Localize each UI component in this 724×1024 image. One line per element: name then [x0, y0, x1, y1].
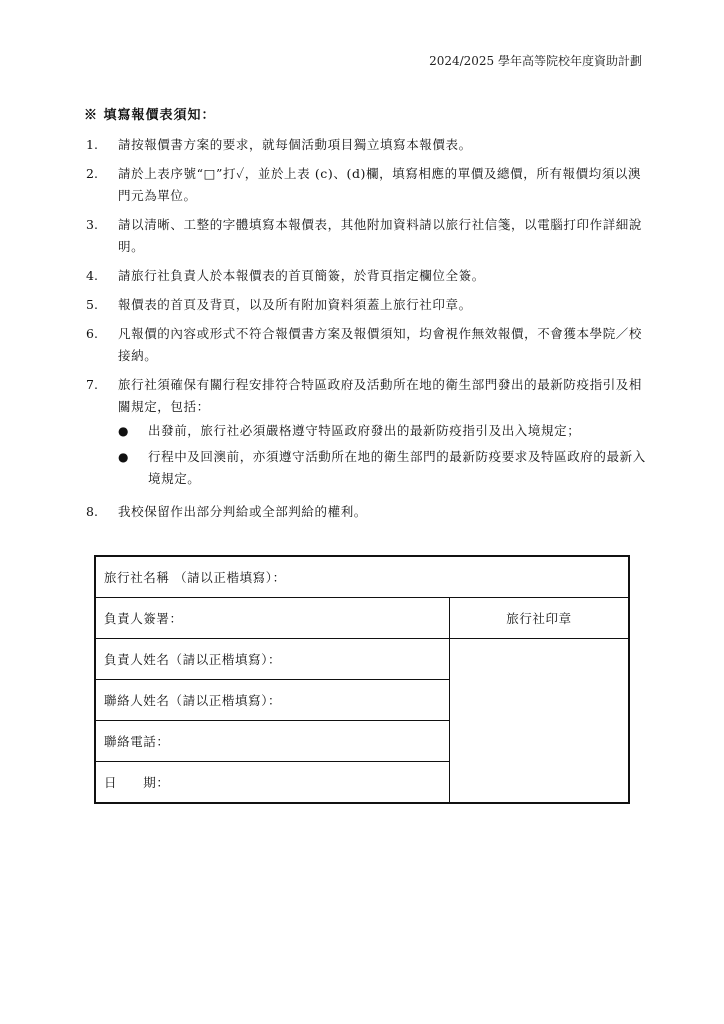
date-field[interactable]: 日 期：: [95, 762, 450, 804]
item-text: 報價表的首頁及背頁，以及所有附加資料須蓋上旅行社印章。: [118, 297, 472, 312]
list-item: [86, 265, 646, 287]
bullet-text: 出發前，旅行社必須嚴格遵守特區政府發出的最新防疫指引及出入境規定；: [148, 423, 581, 438]
bullet-icon: ●: [118, 450, 130, 464]
list-item: [86, 501, 646, 523]
document-header: 2024/2025 學年高等院校年度資助計劃: [429, 54, 642, 68]
section-title: ※ 填寫報價表須知：: [84, 108, 216, 123]
contact-name-field[interactable]: 聯絡人姓名（請以正楷填寫）：: [95, 680, 450, 721]
item-text: 旅行社須確保有關行程安排符合特區政府及活動所在地的衛生部門發出的最新防疫指引及相關規定，包括：: [118, 377, 643, 414]
person-name-field[interactable]: 負責人姓名（請以正楷填寫）：: [95, 639, 450, 680]
list-item: [86, 214, 646, 258]
item-number: 2.: [86, 166, 98, 181]
stamp-label: 旅行社印章: [450, 598, 630, 639]
item-text: 凡報價的內容或形式不符合報價書方案及報價須知，均會視作無效報價，不會獲本學院／校接納。: [118, 326, 643, 363]
agency-name-field[interactable]: 旅行社名稱 （請以正楷填寫）：: [95, 556, 629, 598]
list-item: [86, 374, 646, 494]
signature-field[interactable]: 負責人簽署：: [95, 598, 450, 639]
item-text: 請按報價書方案的要求，就每個活動項目獨立填寫本報價表。: [118, 137, 472, 152]
item-text: 請以清晰、工整的字體填寫本報價表，其他附加資料請以旅行社信箋，以電腦打印作詳細說明。: [118, 217, 643, 254]
item-text: 請旅行社負責人於本報價表的首頁簡簽，於背頁指定欄位全簽。: [118, 268, 485, 283]
item-number: 3.: [86, 217, 98, 232]
item-number: 6.: [86, 326, 98, 341]
phone-field[interactable]: 聯絡電話：: [95, 721, 450, 762]
item-number: 5.: [86, 297, 98, 312]
item-number: 1.: [86, 137, 98, 152]
item-number: 4.: [86, 268, 98, 283]
bullet-item: [118, 446, 646, 490]
list-item: [86, 134, 646, 156]
instructions-list: [86, 134, 646, 530]
list-item: [86, 163, 646, 207]
list-item: [86, 323, 646, 367]
item-text: 請於上表序號“□”打✓，並於上表 (c)、(d)欄，填寫相應的單價及總價，所有報價均須以澳門元為單位。: [118, 166, 642, 203]
bullet-list: [118, 420, 646, 490]
item-text: 我校保留作出部分判給或全部判給的權利。: [118, 504, 367, 519]
bullet-text: 行程中及回澳前，亦須遵守活動所在地的衛生部門的最新防疫要求及特區政府的最新入境規定。: [148, 449, 646, 486]
bullet-item: [118, 420, 646, 442]
item-number: 8.: [86, 504, 98, 519]
stamp-area[interactable]: [450, 639, 630, 804]
item-body: [118, 374, 646, 494]
agency-info-form: [94, 555, 630, 804]
item-number: 7.: [86, 377, 98, 392]
list-item: [86, 294, 646, 316]
bullet-icon: ●: [118, 424, 130, 438]
